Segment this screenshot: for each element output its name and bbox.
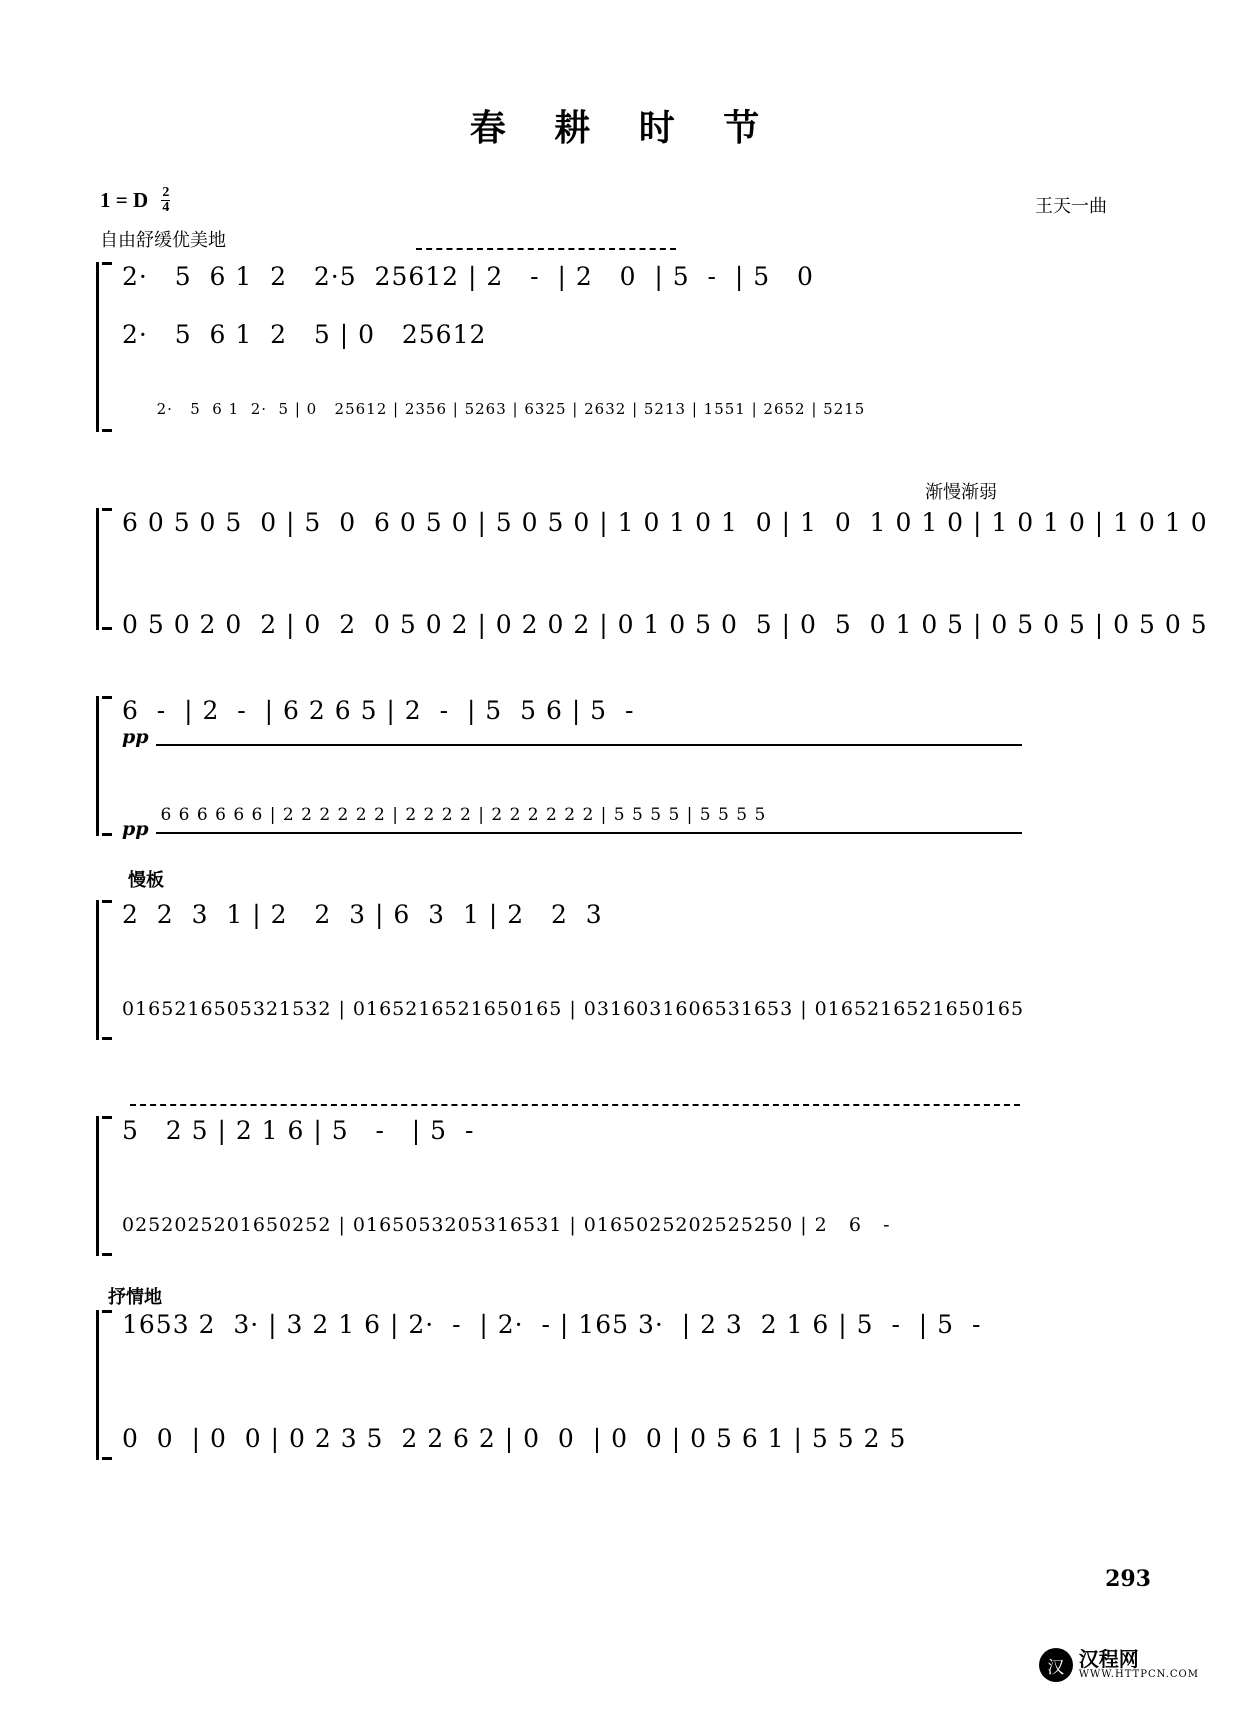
melody-notes-1: 2· 5 6 1 2 2·5 25612 | 2 - | 2 0 | 5 - | 5 0 (122, 262, 814, 291)
melody-staff-1 (122, 262, 1026, 316)
system-4 (96, 900, 1026, 1040)
time-signature (161, 186, 170, 215)
watermark-text (1079, 1649, 1199, 1681)
system-brace (96, 696, 115, 836)
accompaniment-staff-2 (122, 610, 1208, 664)
dynamic-pp-bottom: pp (122, 818, 149, 840)
system-2 (96, 508, 1208, 639)
harmony-notes-1: 2· 5 6 1 2· 5 | 0 25612 | 2356 | 5263 | 6325 | 2632 | 5213 | 1551 | 2652 | 5215 (156, 400, 866, 418)
melody-staff-1b (122, 320, 1026, 374)
repeat-dash-line (416, 248, 676, 250)
system-brace (96, 1116, 115, 1256)
system-5 (96, 1116, 1026, 1256)
melody-notes-1b: 2· 5 6 1 2 5 | 0 25612 (122, 320, 487, 349)
time-signature-denominator: 4 (162, 200, 170, 215)
accompaniment-notes-2: 0 5 0 2 0 2 | 0 2 0 5 0 2 | 0 2 0 2 | 0 1 0 5 0 5 | 0 5 0 1 0 5 | 0 5 0 5 | 0 5 0 5 (122, 610, 1208, 639)
dynamic-pp-top: pp (122, 726, 149, 748)
site-watermark (1039, 1648, 1199, 1682)
accompaniment-notes-4: 0165216505321532 | 0165216521650165 | 0316031606531653 | 0165216521650165 (122, 998, 1025, 1020)
system-6 (96, 1310, 1026, 1460)
accompaniment-staff-6 (122, 1424, 1026, 1478)
repeat-dash-line-2 (130, 1104, 1020, 1106)
expression-slow-section: 慢板 (128, 870, 164, 891)
time-signature-numerator: 2 (162, 185, 170, 200)
melody-notes-4: 2 2 3 1 | 2 2 3 | 6 3 1 | 2 2 3 (122, 900, 603, 929)
expression-ritardando: 渐慢渐弱 (925, 482, 997, 503)
watermark-logo-icon: 汉 (1039, 1648, 1073, 1682)
melody-staff-5 (122, 1116, 1026, 1170)
page-title: 春 耕 时 节 (469, 107, 778, 149)
system-brace (96, 262, 115, 432)
system-brace (96, 900, 115, 1040)
accompaniment-notes-3: 6 6 6 6 6 6 | 2 2 2 2 2 2 | 2 2 2 2 | 2 2 2 2 2 2 | 5 5 5 5 | 5 5 5 5 (160, 805, 767, 825)
harmony-staff-1 (122, 384, 1026, 435)
expression-lyrical-section: 抒情地 (108, 1287, 162, 1308)
melody-notes-2: 6 0 5 0 5 0 | 5 0 6 0 5 0 | 5 0 5 0 | 1 0 1 0 1 0 | 1 0 1 0 1 0 | 1 0 1 0 | 1 0 1 0 (122, 508, 1208, 537)
system-brace (96, 1310, 115, 1460)
system-brace (96, 508, 115, 630)
accompaniment-staff-5 (122, 1214, 1026, 1268)
melody-staff-6 (122, 1310, 1026, 1364)
page-number: 293 (1105, 1566, 1151, 1592)
accompaniment-staff-4 (122, 998, 1026, 1052)
system-3 (96, 696, 1026, 840)
melody-staff-4 (122, 900, 1026, 954)
melody-notes-6: 1653 2 3· | 3 2 1 6 | 2· - | 2· - | 165 3· | 2 3 2 1 6 | 5 - | 5 - (122, 1310, 982, 1339)
key-signature-text: 1 = D (100, 188, 149, 212)
accompaniment-notes-5: 0252025201650252 | 0165053205316531 | 0165025202525250 | 2 6 - (122, 1214, 891, 1236)
composer-credit: 王天一曲 (1035, 196, 1107, 217)
watermark-url: WWW.HTTPCN.COM (1078, 1669, 1199, 1681)
accompaniment-notes-6: 0 0 | 0 0 | 0 2 3 5 2 2 6 2 | 0 0 | 0 0 | 0 5 6 1 | 5 5 2 5 (122, 1424, 907, 1453)
melody-staff-2 (122, 508, 1208, 562)
melody-notes-3: 6 - | 2 - | 6 2 6 5 | 2 - | 5 5 6 | 5 - (122, 696, 635, 725)
melody-notes-5: 5 2 5 | 2 1 6 | 5 - | 5 - (122, 1116, 475, 1145)
crescendo-line-bottom (156, 832, 1022, 834)
system-1 (96, 262, 1026, 432)
watermark-name: 汉程网 (1078, 1647, 1139, 1672)
melody-staff-3 (122, 696, 1026, 750)
key-signature (100, 186, 170, 215)
expression-free: 自由舒缓优美地 (100, 230, 226, 251)
